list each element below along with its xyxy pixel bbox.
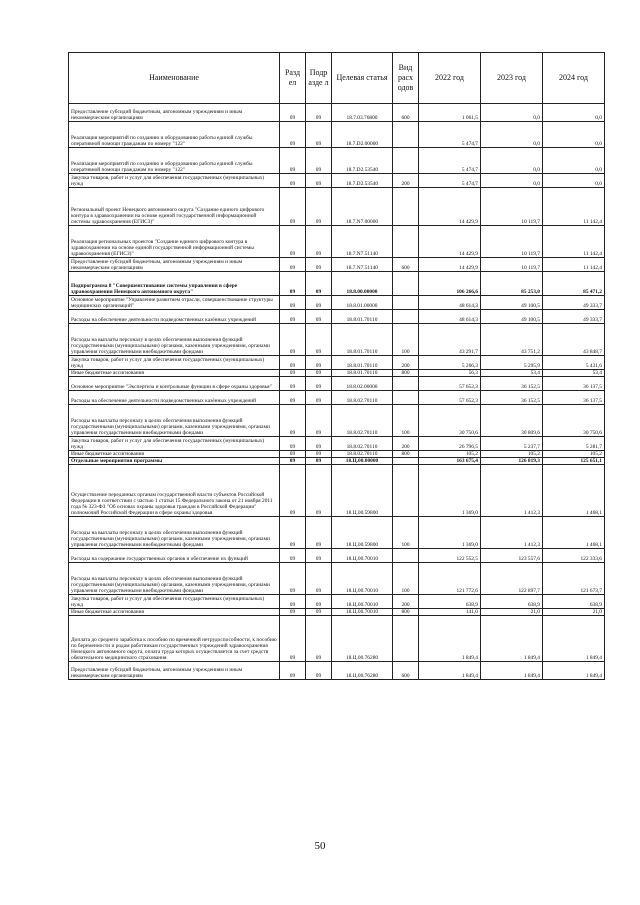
cell-expense-type: 600 [393, 104, 419, 122]
cell-2024: 11 142,4 [543, 226, 605, 258]
cell-name: Предоставление субсидий бюджетным, автономным учреждениям и иным некоммерческим организациям [69, 258, 280, 272]
cell-razdel: 09 [280, 122, 306, 148]
table-row [69, 451, 605, 458]
table-row [69, 356, 605, 370]
cell-podrazdel: 09 [306, 174, 332, 188]
cell-name: Иные бюджетные ассигнования [69, 370, 280, 377]
cell-2023: 10 119,7 [481, 258, 543, 272]
cell-podrazdel: 09 [306, 258, 332, 272]
cell-name: Реализация мероприятий по созданию и оборудованию работы единой службы оперативной помощи гражданам по номеру "122" [69, 122, 280, 148]
cell-expense-type [393, 296, 419, 310]
cell-razdel: 09 [280, 616, 306, 662]
cell-target-article: 18.Ц.00.70010 [332, 549, 393, 563]
cell-2023: 123 557,6 [481, 549, 543, 563]
cell-razdel: 09 [280, 391, 306, 405]
cell-target-article: 18.8.01.70110 [332, 356, 393, 370]
table-header-row [69, 53, 605, 104]
cell-2024: 49 333,7 [543, 296, 605, 310]
cell-target-article: 18.8.02.70110 [332, 391, 393, 405]
cell-2024: 5 431,6 [543, 356, 605, 370]
cell-expense-type: 200 [393, 595, 419, 609]
cell-2024: 5 281,7 [543, 437, 605, 451]
cell-target-article: 18.7.D2.53540 [332, 174, 393, 188]
cell-podrazdel: 09 [306, 609, 332, 616]
cell-target-article: 18.7.N7.00000 [332, 188, 393, 226]
cell-name: Закупка товаров, работ и услуг для обеспечения государственных (муниципальных) нужд [69, 174, 280, 188]
cell-razdel: 09 [280, 662, 306, 680]
cell-2023: 49 100,5 [481, 310, 543, 324]
cell-name: Основное мероприятие "Экспертиза и контрольные функции в сфере охраны здоровья" [69, 377, 280, 391]
cell-podrazdel: 09 [306, 391, 332, 405]
table-row [69, 226, 605, 258]
cell-podrazdel: 09 [306, 324, 332, 356]
cell-2022: 1 849,4 [419, 662, 481, 680]
table-body [69, 104, 605, 680]
cell-name: Подпрограмма 8 "Совершенствование системы управления в сфере здравоохранения Ненецкого автономного округа" [69, 272, 280, 296]
cell-name: Осуществление переданных органам государственной власти субъектов Российской Федерации в соответствии с частью 1 статьи 15 Федерального закона от 21 ноября 2011 года № 323-ФЗ "Об основах охраны здоровья граждан в Российской Федерации" полномочий Российской Федерации в сфере охраны здоровья [69, 465, 280, 517]
table-row [69, 595, 605, 609]
cell-2023: 5 295,9 [481, 356, 543, 370]
cell-2022: 14 429,9 [419, 188, 481, 226]
cell-2023: 10 119,7 [481, 226, 543, 258]
cell-target-article: 18.7.N7.51140 [332, 258, 393, 272]
cell-2024: 43 848,7 [543, 324, 605, 356]
cell-2022: 30 750,6 [419, 405, 481, 437]
cell-razdel: 09 [280, 272, 306, 296]
table-row [69, 122, 605, 148]
table-row [69, 405, 605, 437]
cell-2023: 36 152,5 [481, 391, 543, 405]
cell-2023: 1 849,4 [481, 616, 543, 662]
cell-target-article: 18.Ц.00.00000 [332, 458, 393, 465]
cell-2022: 105,2 [419, 451, 481, 458]
cell-2024: 105,2 [543, 451, 605, 458]
cell-2023: 1 412,3 [481, 517, 543, 549]
cell-target-article: 18.Ц.00.70010 [332, 563, 393, 595]
table-row [69, 174, 605, 188]
table-row [69, 310, 605, 324]
header-razdel: Разд ел [280, 53, 306, 104]
cell-podrazdel: 09 [306, 188, 332, 226]
cell-target-article: 18.Ц.00.76280 [332, 616, 393, 662]
cell-name: Отдельные мероприятия программы [69, 458, 280, 465]
cell-expense-type [393, 188, 419, 226]
table-row [69, 616, 605, 662]
cell-2022: 57 652,3 [419, 391, 481, 405]
cell-target-article: 18.8.01.70110 [332, 324, 393, 356]
cell-2023: 85 253,0 [481, 272, 543, 296]
cell-expense-type: 600 [393, 662, 419, 680]
cell-2023: 0,0 [481, 122, 543, 148]
cell-2022: 141,0 [419, 609, 481, 616]
cell-2024: 1 849,4 [543, 662, 605, 680]
cell-2023: 0,0 [481, 174, 543, 188]
cell-podrazdel: 09 [306, 296, 332, 310]
table-row [69, 296, 605, 310]
cell-2023: 105,2 [481, 451, 543, 458]
cell-2024: 0,0 [543, 174, 605, 188]
cell-2022: 48 614,3 [419, 310, 481, 324]
cell-razdel: 09 [280, 517, 306, 549]
cell-podrazdel: 09 [306, 451, 332, 458]
cell-2022: 26 796,5 [419, 437, 481, 451]
header-name: Наименование [69, 53, 280, 104]
cell-2022: 1 849,4 [419, 616, 481, 662]
cell-expense-type: 100 [393, 517, 419, 549]
table-row [69, 370, 605, 377]
table-row [69, 662, 605, 680]
cell-2022: 5 474,7 [419, 122, 481, 148]
cell-podrazdel: 09 [306, 377, 332, 391]
cell-podrazdel: 09 [306, 458, 332, 465]
cell-2023: 49 100,5 [481, 296, 543, 310]
cell-razdel: 09 [280, 437, 306, 451]
cell-name: Расходы на выплаты персоналу в целях обеспечения выполнения функций государственными (муниципальными) органами, казенными учреждениями, органами управления государственными внебюджетными фондами [69, 563, 280, 595]
cell-expense-type [393, 377, 419, 391]
table-row [69, 609, 605, 616]
cell-podrazdel: 09 [306, 405, 332, 437]
cell-2022: 1 369,0 [419, 465, 481, 517]
cell-2022: 1 061,5 [419, 104, 481, 122]
cell-razdel: 09 [280, 563, 306, 595]
cell-target-article: 18.7.D2.53540 [332, 148, 393, 174]
cell-razdel: 09 [280, 296, 306, 310]
cell-podrazdel: 09 [306, 662, 332, 680]
cell-2023: 1 849,4 [481, 662, 543, 680]
table-row [69, 148, 605, 174]
cell-target-article: 18.8.00.00000 [332, 272, 393, 296]
table-row [69, 272, 605, 296]
cell-2023: 126 819,3 [481, 458, 543, 465]
cell-target-article: 18.7.N7.51140 [332, 226, 393, 258]
cell-2023: 5 237,7 [481, 437, 543, 451]
cell-2022: 5 474,7 [419, 148, 481, 174]
cell-2024: 638,9 [543, 595, 605, 609]
table-row [69, 458, 605, 465]
cell-podrazdel: 09 [306, 226, 332, 258]
table-row [69, 563, 605, 595]
header-podrazdel: Подр азде л [306, 53, 332, 104]
cell-expense-type [393, 616, 419, 662]
cell-name: Иные бюджетные ассигнования [69, 451, 280, 458]
cell-2023: 21,0 [481, 609, 543, 616]
cell-2024: 1 468,1 [543, 465, 605, 517]
cell-razdel: 09 [280, 356, 306, 370]
cell-razdel: 09 [280, 370, 306, 377]
cell-2023: 0,0 [481, 104, 543, 122]
cell-podrazdel: 09 [306, 437, 332, 451]
cell-2022: 48 614,3 [419, 296, 481, 310]
page-number: 50 [314, 840, 326, 852]
cell-2024: 125 651,1 [543, 458, 605, 465]
cell-2024: 1 849,4 [543, 616, 605, 662]
cell-2023: 1 412,3 [481, 465, 543, 517]
cell-2022: 163 675,4 [419, 458, 481, 465]
cell-name: Реализация мероприятий по созданию и оборудованию работы единой службы оперативной помощи гражданам по номеру "122" [69, 148, 280, 174]
cell-expense-type: 800 [393, 451, 419, 458]
cell-2024: 85 471,2 [543, 272, 605, 296]
cell-2022: 14 429,9 [419, 226, 481, 258]
cell-2022: 106 266,6 [419, 272, 481, 296]
cell-podrazdel: 09 [306, 370, 332, 377]
table-row [69, 465, 605, 517]
cell-podrazdel: 09 [306, 595, 332, 609]
cell-2022: 57 652,3 [419, 377, 481, 391]
table-row [69, 377, 605, 391]
cell-razdel: 09 [280, 324, 306, 356]
cell-2024: 121 673,7 [543, 563, 605, 595]
cell-target-article: 18.7.D2.00000 [332, 122, 393, 148]
cell-expense-type [393, 226, 419, 258]
cell-2024: 11 142,4 [543, 188, 605, 226]
cell-razdel: 09 [280, 148, 306, 174]
cell-expense-type [393, 458, 419, 465]
header-2024: 2024 год [543, 53, 605, 104]
cell-expense-type: 200 [393, 174, 419, 188]
cell-target-article: 18.Ц.00.59800 [332, 465, 393, 517]
cell-name: Расходы на выплаты персоналу в целях обеспечения выполнения функций государственными (муниципальными) органами, казенными учреждениями, органами управления государственными внебюджетными фондами [69, 405, 280, 437]
cell-expense-type: 800 [393, 609, 419, 616]
cell-2024: 0,0 [543, 122, 605, 148]
cell-name: Закупка товаров, работ и услуг для обеспечения государственных (муниципальных) нужд [69, 437, 280, 451]
cell-razdel: 09 [280, 405, 306, 437]
cell-name: Закупка товаров, работ и услуг для обеспечения государственных (муниципальных) нужд [69, 356, 280, 370]
budget-table-page [68, 52, 604, 680]
cell-podrazdel: 09 [306, 356, 332, 370]
cell-podrazdel: 09 [306, 148, 332, 174]
cell-target-article: 18.Ц.00.59800 [332, 517, 393, 549]
cell-razdel: 09 [280, 609, 306, 616]
cell-expense-type [393, 549, 419, 563]
cell-2022: 43 291,7 [419, 324, 481, 356]
cell-name: Расходы на содержание государственных органов и обеспечение их функций [69, 549, 280, 563]
cell-name: Закупка товаров, работ и услуг для обеспечения государственных (муниципальных) нужд [69, 595, 280, 609]
cell-podrazdel: 09 [306, 563, 332, 595]
cell-podrazdel: 09 [306, 465, 332, 517]
cell-name: Расходы на выплаты персоналу в целях обеспечения выполнения функций государственными (муниципальными) органами, казенными учреждениями, органами управления государственными внебюджетными фондами [69, 517, 280, 549]
cell-razdel: 09 [280, 226, 306, 258]
header-2022: 2022 год [419, 53, 481, 104]
cell-2023: 122 897,7 [481, 563, 543, 595]
cell-podrazdel: 09 [306, 517, 332, 549]
table-row [69, 188, 605, 226]
cell-name: Расходы на обеспечение деятельности подведомственных казённых учреждений [69, 391, 280, 405]
cell-2024: 36 137,5 [543, 377, 605, 391]
header-expense-type: Вид расх одов [393, 53, 419, 104]
cell-podrazdel: 09 [306, 616, 332, 662]
cell-name: Основное мероприятие "Управление развитием отрасли, совершенствование структуры медицинских организаций" [69, 296, 280, 310]
cell-2024: 53,4 [543, 370, 605, 377]
cell-expense-type [393, 391, 419, 405]
cell-expense-type: 100 [393, 563, 419, 595]
cell-razdel: 09 [280, 258, 306, 272]
cell-razdel: 09 [280, 595, 306, 609]
cell-2022: 121 772,6 [419, 563, 481, 595]
cell-2023: 36 152,5 [481, 377, 543, 391]
cell-target-article: 18.8.02.70110 [332, 437, 393, 451]
cell-2024: 21,0 [543, 609, 605, 616]
cell-expense-type [393, 148, 419, 174]
cell-2024: 1 468,1 [543, 517, 605, 549]
cell-2023: 638,9 [481, 595, 543, 609]
cell-name: Региональный проект Ненецкого автономного округа "Создание единого цифрового контура в здравоохранении на основе единой государственной информационной системы здравоохранения (ЕГИСЗ)" [69, 188, 280, 226]
budget-table [68, 52, 605, 680]
cell-razdel: 09 [280, 549, 306, 563]
cell-name: Реализация региональных проектов "Создание единого цифрового контура в здравоохранении на основе единой государственной информационной системы здравоохранения (ЕГИСЗ)" [69, 226, 280, 258]
cell-target-article: 18.8.01.70110 [332, 370, 393, 377]
cell-expense-type [393, 272, 419, 296]
cell-2022: 1 369,0 [419, 517, 481, 549]
cell-razdel: 09 [280, 104, 306, 122]
cell-expense-type [393, 310, 419, 324]
cell-razdel: 09 [280, 458, 306, 465]
cell-2022: 5 474,7 [419, 174, 481, 188]
table-row [69, 104, 605, 122]
cell-2023: 43 751,2 [481, 324, 543, 356]
cell-razdel: 09 [280, 465, 306, 517]
cell-razdel: 09 [280, 377, 306, 391]
cell-podrazdel: 09 [306, 272, 332, 296]
cell-expense-type [393, 122, 419, 148]
cell-target-article: 18.Ц.00.70010 [332, 595, 393, 609]
header-2023: 2023 год [481, 53, 543, 104]
table-row [69, 391, 605, 405]
cell-podrazdel: 09 [306, 549, 332, 563]
cell-2024: 36 137,5 [543, 391, 605, 405]
cell-target-article: 18.8.01.70110 [332, 310, 393, 324]
table-row [69, 324, 605, 356]
cell-razdel: 09 [280, 451, 306, 458]
cell-2024: 0,0 [543, 148, 605, 174]
cell-podrazdel: 09 [306, 104, 332, 122]
cell-name: Иные бюджетные ассигнования [69, 609, 280, 616]
cell-name: Расходы на выплаты персоналу в целях обеспечения выполнения функций государственными (муниципальными) органами, казенными учреждениями, органами управления государственными внебюджетными фондами [69, 324, 280, 356]
cell-2024: 122 333,6 [543, 549, 605, 563]
cell-expense-type [393, 465, 419, 517]
cell-razdel: 09 [280, 188, 306, 226]
cell-target-article: 18.8.02.70110 [332, 451, 393, 458]
header-target-article: Целевая статья [332, 53, 393, 104]
cell-podrazdel: 09 [306, 122, 332, 148]
cell-expense-type: 100 [393, 405, 419, 437]
cell-razdel: 09 [280, 174, 306, 188]
cell-expense-type: 200 [393, 356, 419, 370]
cell-2024: 49 333,7 [543, 310, 605, 324]
cell-2022: 638,9 [419, 595, 481, 609]
cell-expense-type: 100 [393, 324, 419, 356]
cell-target-article: 18.Ц.00.76280 [332, 662, 393, 680]
cell-2024: 11 142,4 [543, 258, 605, 272]
cell-2023: 10 119,7 [481, 188, 543, 226]
cell-2023: 0,0 [481, 148, 543, 174]
cell-target-article: 18.8.02.00000 [332, 377, 393, 391]
cell-2023: 30 809,6 [481, 405, 543, 437]
cell-target-article: 18.8.01.00000 [332, 296, 393, 310]
cell-name: Расходы на обеспечение деятельности подведомственных казённых учреждений [69, 310, 280, 324]
cell-2024: 0,0 [543, 104, 605, 122]
cell-2022: 14 429,9 [419, 258, 481, 272]
cell-2024: 30 750,6 [543, 405, 605, 437]
cell-2022: 56,3 [419, 370, 481, 377]
table-row [69, 437, 605, 451]
cell-target-article: 18.Ц.00.70010 [332, 609, 393, 616]
cell-2022: 5 266,3 [419, 356, 481, 370]
cell-2022: 122 552,5 [419, 549, 481, 563]
cell-2023: 53,4 [481, 370, 543, 377]
cell-razdel: 09 [280, 310, 306, 324]
cell-expense-type: 200 [393, 437, 419, 451]
cell-name: Доплата до среднего заработка к пособию по временной нетрудоспособности, к пособию по беременности и родам работникам государственных учреждений здравоохранения Ненецкого автономного округа, оплата труда которых осуществляется за счет средств обязательного медицинского страхования [69, 616, 280, 662]
cell-expense-type: 800 [393, 370, 419, 377]
table-row [69, 258, 605, 272]
table-row [69, 549, 605, 563]
cell-podrazdel: 09 [306, 310, 332, 324]
cell-name: Предоставление субсидий бюджетным, автономным учреждениям и иным некоммерческим организациям [69, 662, 280, 680]
table-row [69, 517, 605, 549]
cell-target-article: 18.8.02.70110 [332, 405, 393, 437]
cell-name: Предоставление субсидий бюджетным, автономным учреждениям и иным некоммерческим организациям [69, 104, 280, 122]
cell-target-article: 18.7.03.76800 [332, 104, 393, 122]
cell-expense-type: 600 [393, 258, 419, 272]
